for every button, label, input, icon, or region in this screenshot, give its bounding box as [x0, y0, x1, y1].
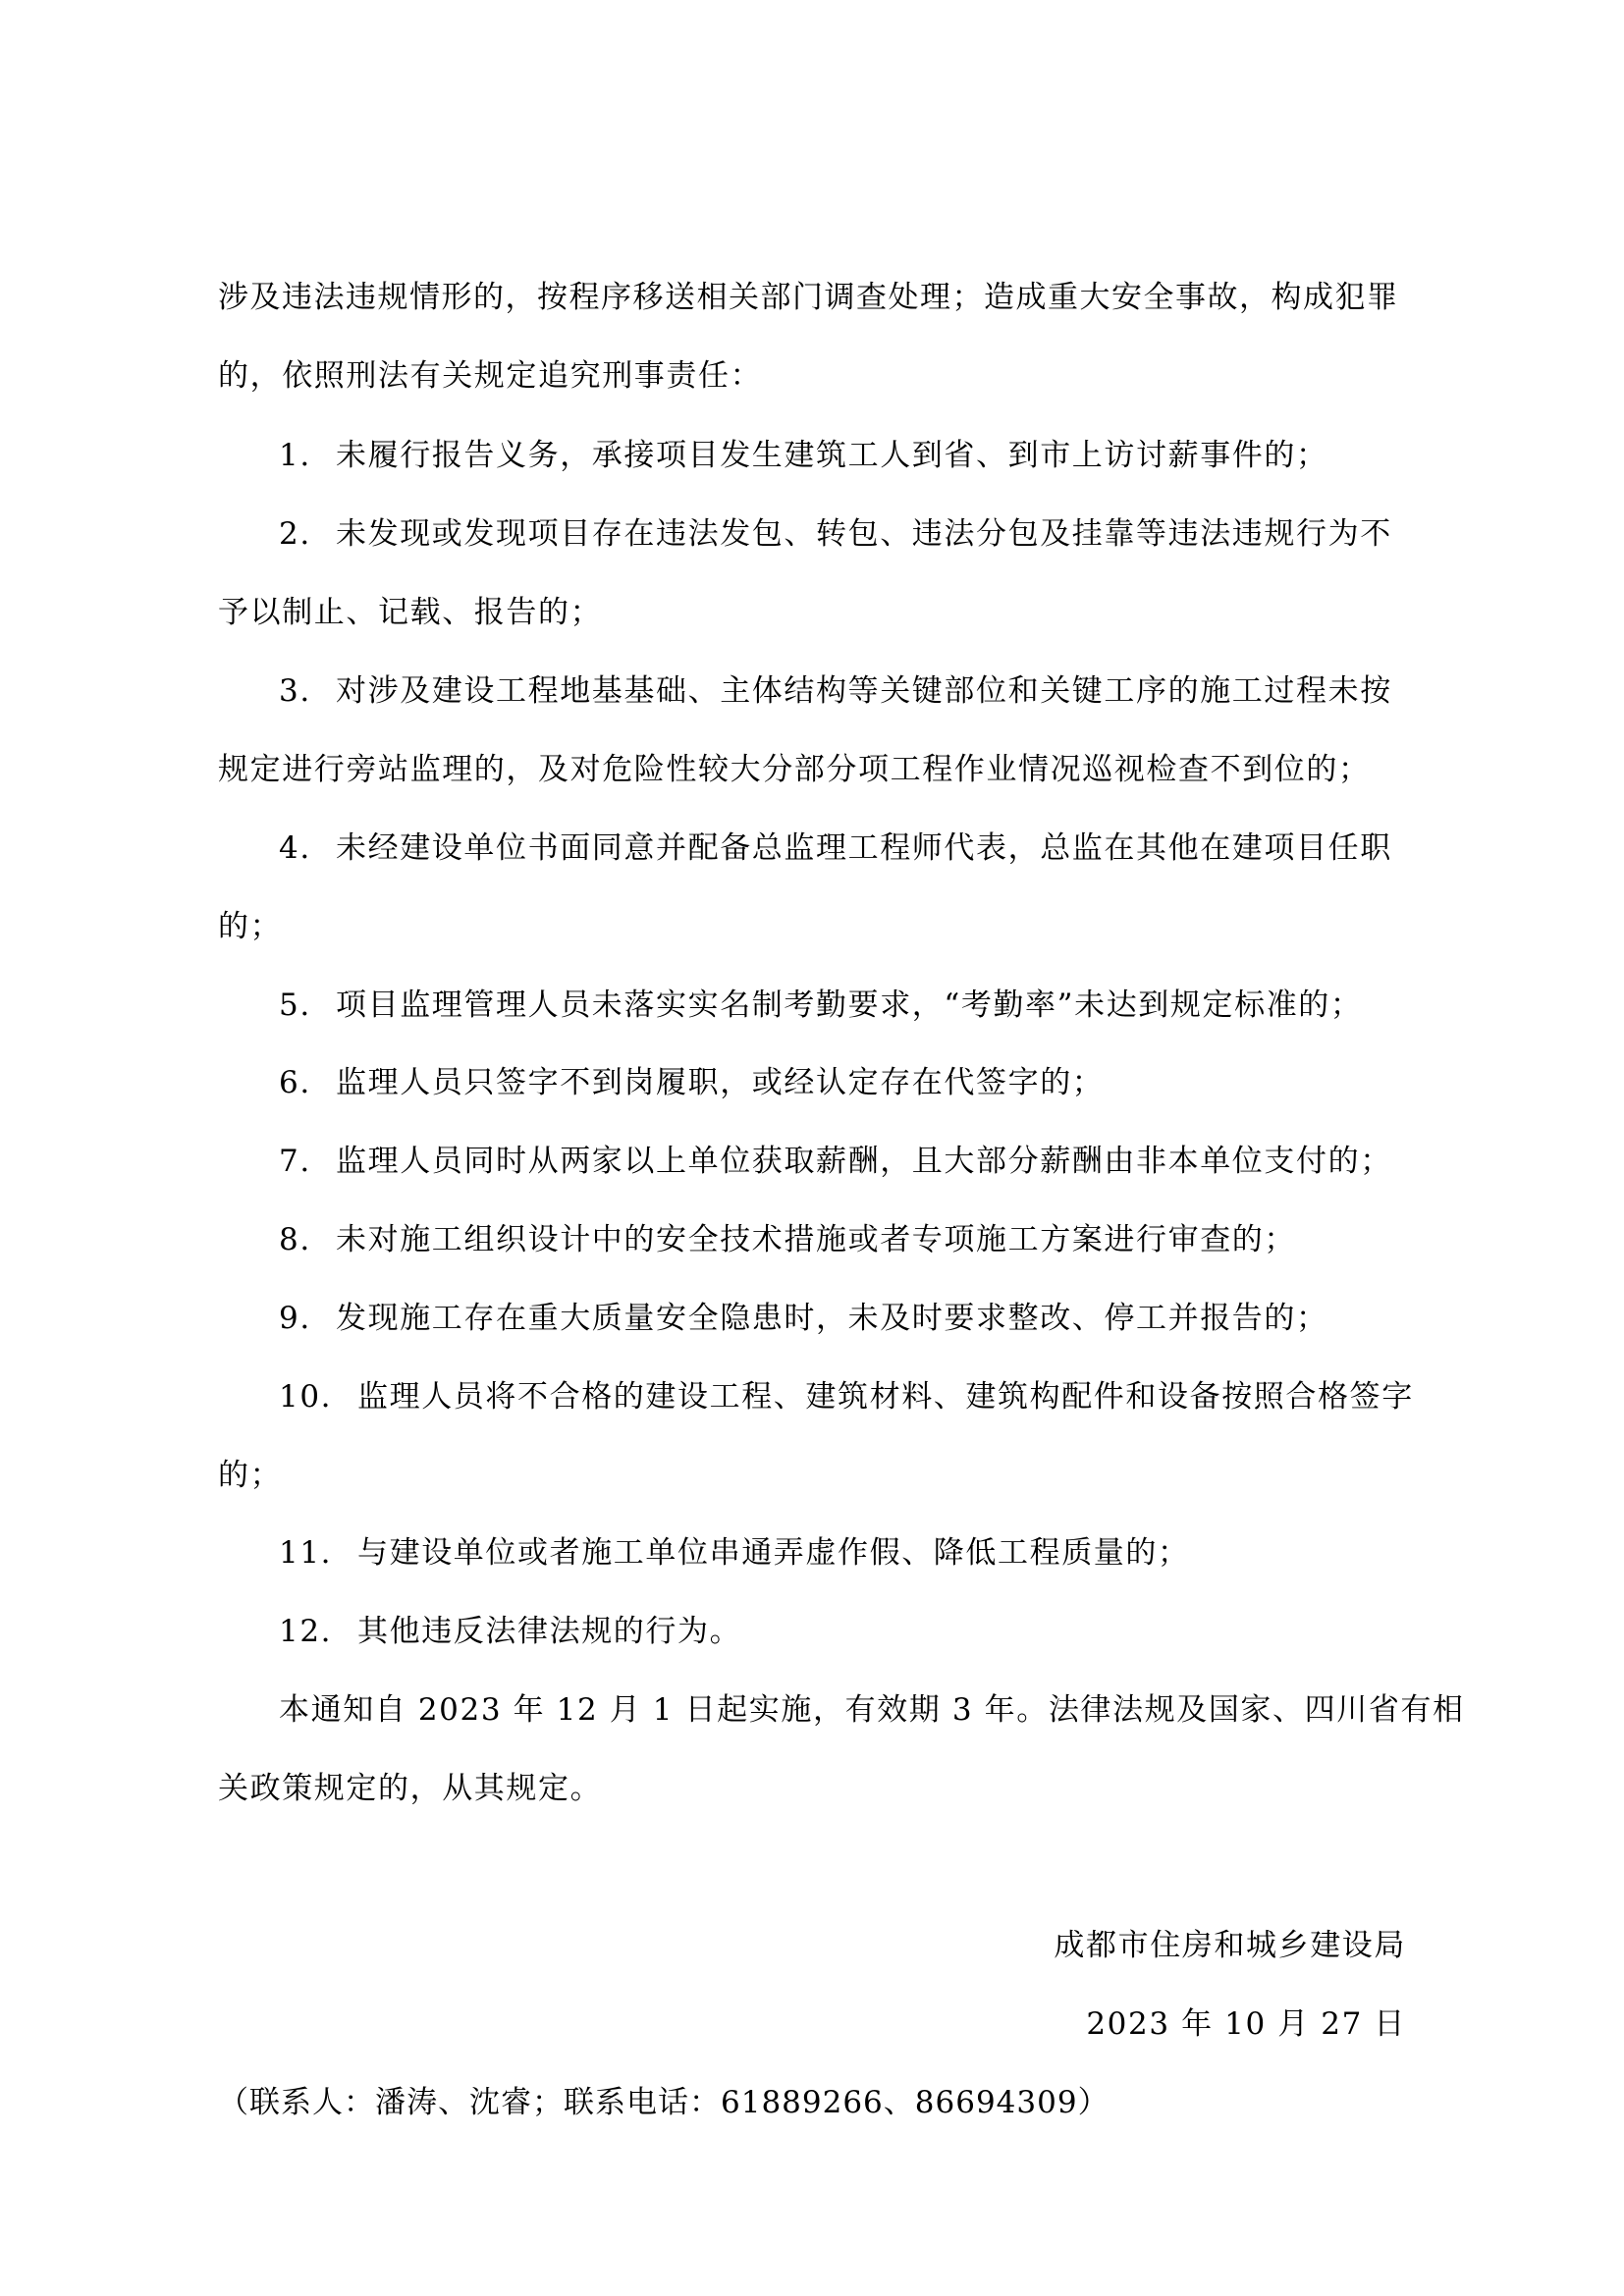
list-item-3-cont: 规定进行旁站监理的，及对危险性较大分部分项工程作业情况巡视检查不到位的； [218, 752, 1371, 787]
item-number: 3. [279, 673, 311, 709]
issuer: 成都市住房和城乡建设局 [1054, 1928, 1406, 1963]
list-item-2 [279, 514, 1392, 554]
issue-date: 2023 年 10 月 27 日 [1086, 2006, 1406, 2042]
item-text: 监理人员同时从两家以上单位获取薪酬，且大部分薪酬由非本单位支付的； [336, 1144, 1392, 1179]
list-item-8 [279, 1220, 1296, 1259]
item-number: 6. [279, 1065, 311, 1100]
list-item-10-cont: 的； [218, 1458, 283, 1493]
list-item-3 [279, 671, 1392, 711]
list-item-10 [279, 1377, 1414, 1416]
item-text: 其他违反法律法规的行为。 [357, 1614, 742, 1649]
list-item-4 [279, 828, 1392, 868]
list-item-1 [279, 436, 1328, 475]
list-item-11 [279, 1533, 1190, 1573]
effective-line-2: 关政策规定的，从其规定。 [218, 1771, 603, 1806]
item-text: 未履行报告义务，承接项目发生建筑工人到省、到市上访讨薪事件的； [336, 438, 1328, 473]
item-text: 监理人员只签字不到岗履职，或经认定存在代签字的； [336, 1065, 1105, 1100]
effective-line-1: 本通知自 2023 年 12 月 1 日起实施，有效期 3 年。法律法规及国家、四川省有相 [279, 1692, 1465, 1728]
body-line-2: 的，依照刑法有关规定追究刑事责任： [218, 358, 763, 394]
list-item-6 [279, 1063, 1104, 1102]
item-number: 1. [279, 438, 311, 473]
list-item-7 [279, 1142, 1392, 1181]
item-text: 对涉及建设工程地基基础、主体结构等关键部位和关键工序的施工过程未按 [336, 673, 1392, 709]
item-text: 监理人员将不合格的建设工程、建筑材料、建筑构配件和设备按照合格签字 [357, 1379, 1414, 1415]
item-text: 未经建设单位书面同意并配备总监理工程师代表，总监在其他在建项目任职 [336, 830, 1392, 866]
item-number: 11. [279, 1535, 333, 1571]
item-number: 5. [279, 988, 311, 1023]
item-number: 7. [279, 1144, 311, 1179]
body-line-1 [218, 278, 1406, 317]
item-text: 未对施工组织设计中的安全技术措施或者专项施工方案进行审查的； [336, 1222, 1296, 1257]
list-item-4-cont: 的； [218, 909, 283, 944]
item-number: 12. [279, 1614, 333, 1649]
item-number: 8. [279, 1222, 311, 1257]
item-number: 2. [279, 516, 311, 552]
list-item-2-cont: 予以制止、记载、报告的； [218, 595, 603, 630]
list-item-9 [279, 1299, 1328, 1338]
item-text: 与建设单位或者施工单位串通弄虚作假、降低工程质量的； [357, 1535, 1190, 1571]
item-text: 未发现或发现项目存在违法发包、转包、违法分包及挂靠等违法违规行为不 [336, 516, 1392, 552]
item-number: 10. [279, 1379, 333, 1415]
item-number: 4. [279, 830, 311, 866]
contact-info: （联系人：潘涛、沈睿；联系电话：61889266、86694309） [218, 2085, 1110, 2120]
list-item-12 [279, 1612, 741, 1651]
item-number: 9. [279, 1301, 311, 1336]
list-item-5 [279, 986, 1363, 1025]
item-text: 项目监理管理人员未落实实名制考勤要求，“考勤率”未达到规定标准的； [336, 988, 1363, 1023]
body-text-1: 涉及违法违规情形的，按程序移送相关部门调查处理；造成重大安全事故，构成犯罪 [218, 280, 1399, 315]
item-text: 发现施工存在重大质量安全隐患时，未及时要求整改、停工并报告的； [336, 1301, 1328, 1336]
